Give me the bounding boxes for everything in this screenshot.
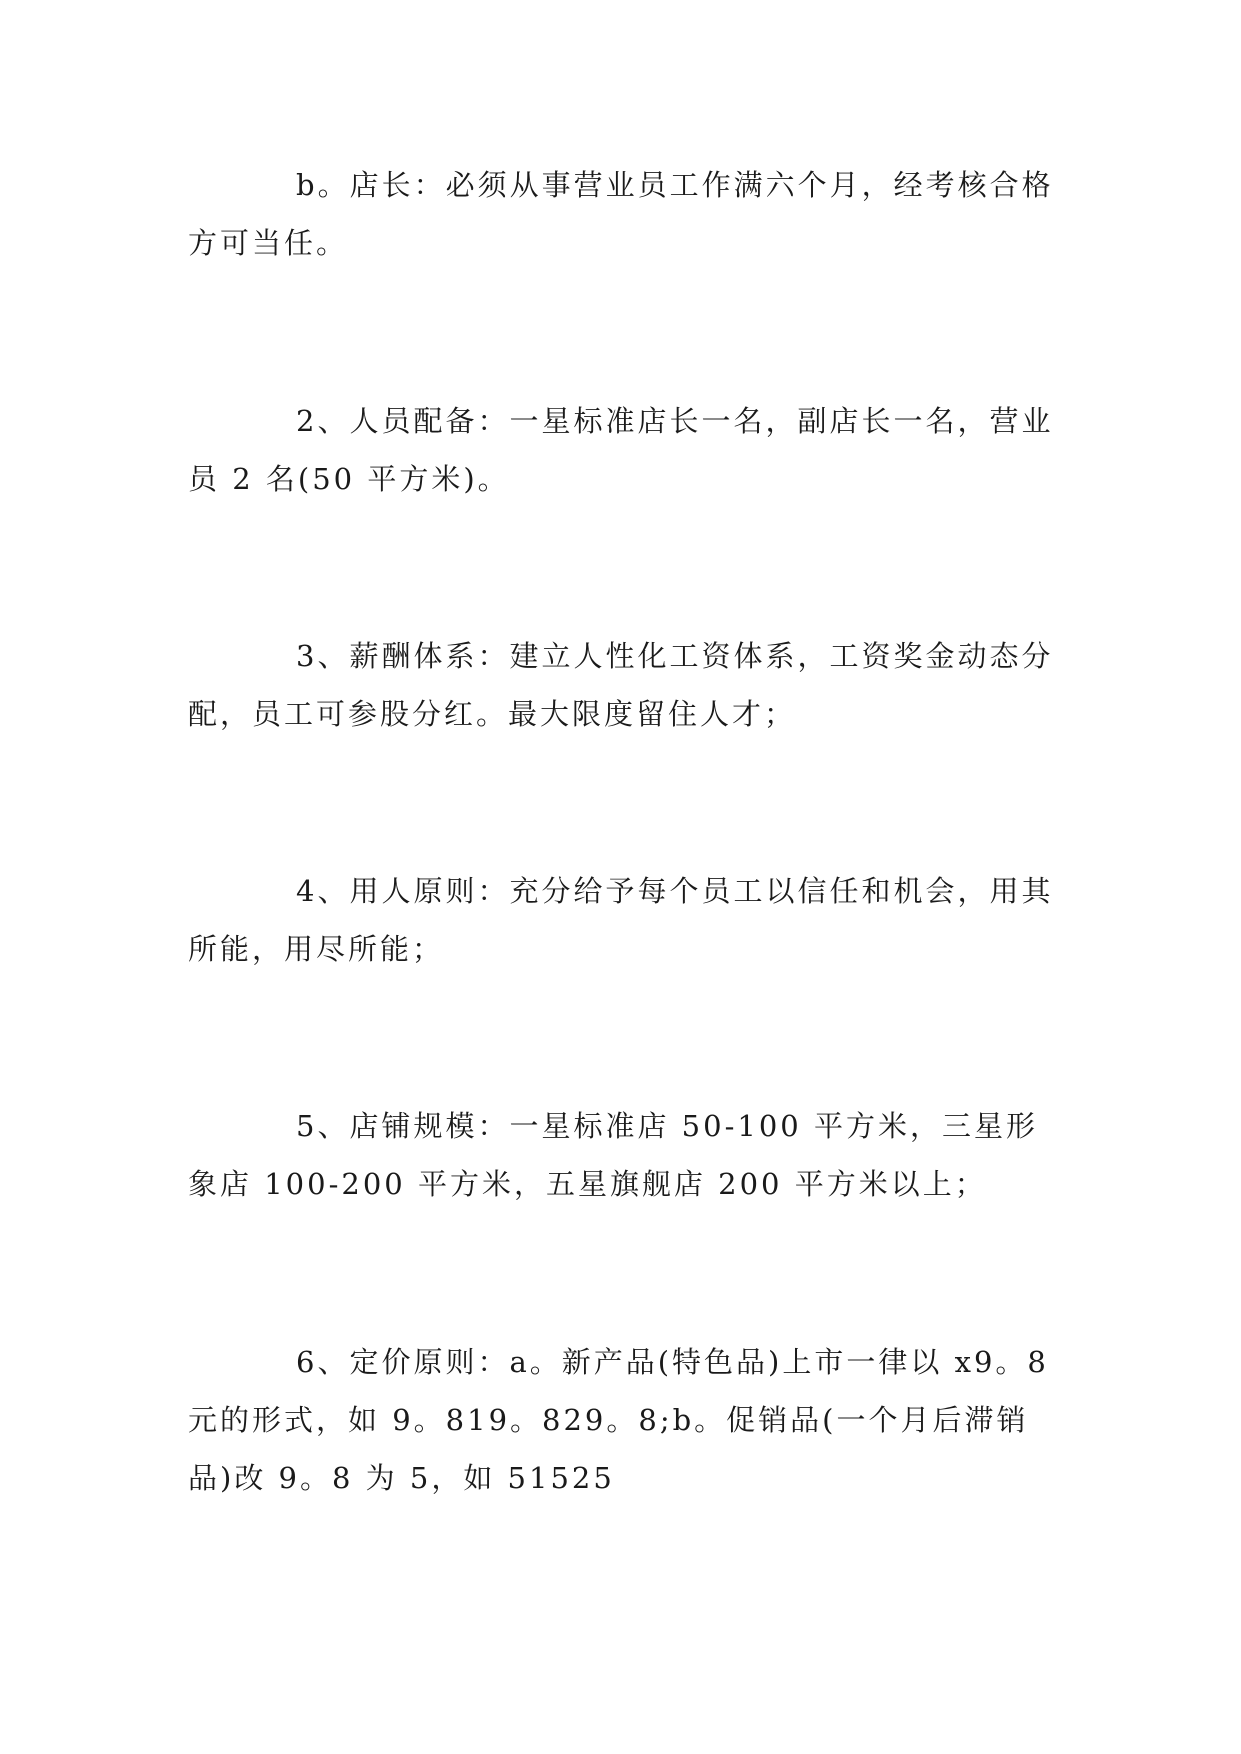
paragraph-store-scale: 5、店铺规模：一星标准店 50-100 平方米，三星形象店 100-200 平方米，五星旗舰店 200 平方米以上； [188,1109,1038,1201]
paragraph-pricing-principle: 6、定价原则：a。新产品(特色品)上市一律以 x9。8 元的形式，如 9。819。829。8;b。促销品(一个月后滞销品)改 9。8 为 5，如 51525 [188,1345,1049,1495]
paragraph-employment-principle: 4、用人原则：充分给予每个员工以信任和机会，用其所能，用尽所能； [188,874,1054,966]
paragraph-salary-system: 3、薪酬体系：建立人性化工资体系，工资奖金动态分配，员工可参股分红。最大限度留住人才； [188,639,1054,731]
paragraph-staffing: 2、人员配备：一星标准店长一名，副店长一名，营业员 2 名(50 平方米)。 [188,404,1054,496]
paragraph-store-manager: b。店长：必须从事营业员工作满六个月，经考核合格方可当任。 [188,168,1054,260]
